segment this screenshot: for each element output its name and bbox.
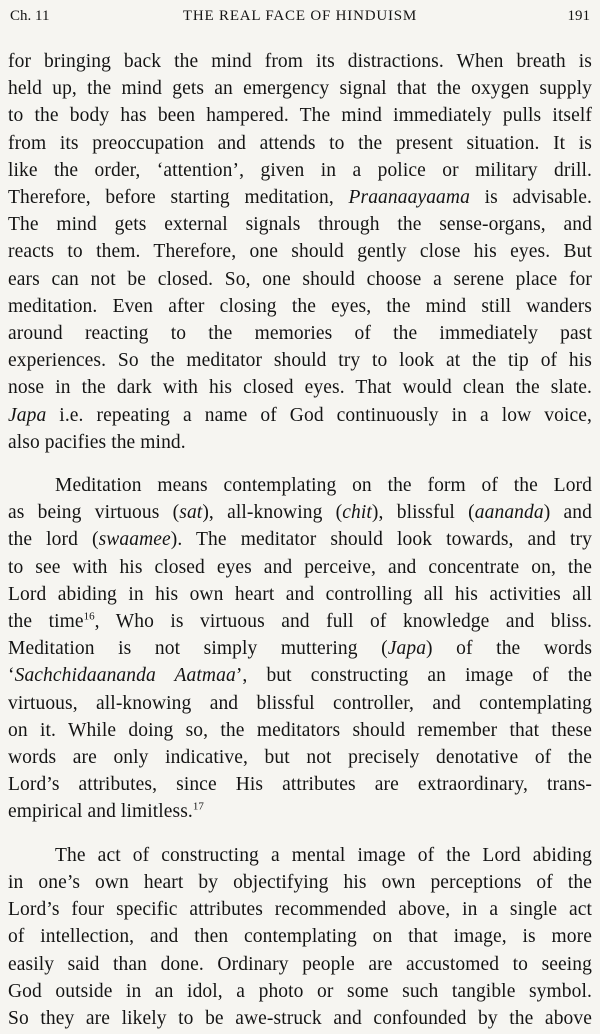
text-line [8, 102, 592, 129]
text-segment: to see with his closed eyes and perceive, and concentrate on, the [8, 556, 592, 578]
text-segment: in one’s own heart by objectifying his own perceptions of the [8, 871, 592, 893]
italic-term: swaamee [98, 529, 171, 551]
text-segment: nose in the dark with his closed eyes. That would clean the slate. [8, 377, 592, 399]
text-line [8, 662, 592, 689]
page-header [8, 8, 592, 25]
text-line [8, 608, 592, 635]
chapter-label: Ch. 11 [10, 8, 50, 24]
page-title: THE REAL FACE OF HINDUISM [182, 8, 418, 24]
text-line [8, 951, 592, 978]
text-segment: Lord’s attributes, since His attributes are extraordinary, trans- [8, 774, 592, 796]
footnote-ref: 16 [83, 610, 95, 623]
text-segment: ), all-knowing ( [202, 502, 343, 524]
text-segment: on it. While doing so, the meditators should remember that these [8, 719, 592, 741]
text-segment: empirical and limitless. [8, 801, 193, 823]
text-segment: God outside in an idol, a photo or some such tangible symbol. [8, 980, 592, 1002]
text-line [8, 374, 592, 401]
paragraph [8, 48, 592, 456]
text-line [8, 402, 592, 429]
text-line [8, 842, 592, 869]
text-segment: easily said than done. Ordinary people are accustomed to seeing [8, 953, 592, 975]
text-line [8, 499, 592, 526]
text-line [8, 690, 592, 717]
text-segment: the time [8, 611, 84, 633]
italic-term: aananda [474, 502, 544, 524]
text-line [8, 429, 592, 456]
italic-term: Japa [8, 404, 47, 426]
italic-term: Sachchidaananda Aatmaa [14, 665, 236, 687]
text-line [8, 798, 592, 825]
text-line [8, 211, 592, 238]
text-segment: around reacting to the memories of the immediately past [8, 323, 592, 345]
text-segment: virtuous, all-knowing and blissful controller, and contemplating [8, 692, 592, 714]
text-line [8, 554, 592, 581]
text-line [8, 526, 592, 553]
text-line [8, 266, 592, 293]
text-segment: from its preoccupation and attends to the present situation. It is [8, 132, 592, 154]
text-segment: also pacifies the mind. [8, 431, 186, 453]
text-segment: for bringing back the mind from its distractions. When breath is [8, 51, 592, 72]
italic-term: chit [342, 502, 372, 524]
text-segment: Therefore, before starting meditation, [8, 187, 349, 209]
page-number: 191 [567, 8, 590, 24]
text-line [8, 869, 592, 896]
text-line [8, 978, 592, 1005]
text-segment: to the body has been hampered. The mind immediately pulls itself [8, 105, 592, 127]
text-segment: held up, the mind gets an emergency signal that the oxygen supply [8, 78, 592, 100]
text-segment: of intellection, and then contemplating on that image, is more [8, 926, 592, 948]
text-line [8, 184, 592, 211]
page-body [8, 48, 592, 1032]
text-segment: Lord’s four specific attributes recommended above, in a single act [8, 899, 592, 921]
text-segment: Meditation means contemplating on the form of the Lord [55, 475, 592, 497]
text-line [8, 744, 592, 771]
text-line [8, 238, 592, 265]
text-segment: like the order, ‘attention’, given in a police or military drill. [8, 159, 592, 181]
text-line [8, 130, 592, 157]
text-segment: Lord abiding in his own heart and controlling all his activities all [8, 583, 592, 605]
text-segment: ), blissful ( [371, 502, 475, 524]
text-line [8, 293, 592, 320]
text-line [8, 347, 592, 374]
text-line [8, 157, 592, 184]
text-segment: The act of constructing a mental image of the Lord abiding [55, 844, 592, 866]
text-segment: experiences. So the meditator should try to look at the tip of his [8, 350, 592, 372]
text-line [8, 472, 592, 499]
text-line [8, 771, 592, 798]
text-line [8, 581, 592, 608]
text-segment: words are only indicative, but not precisely denotative of the [8, 747, 592, 769]
footnote-ref: 17 [192, 800, 204, 813]
text-segment: So they are likely to be awe-struck and confounded by the above [8, 1007, 592, 1029]
text-line [8, 320, 592, 347]
text-segment: Meditation is not simply muttering ( [8, 638, 388, 660]
text-line [8, 48, 592, 75]
text-line [8, 1005, 592, 1032]
text-segment: reacts to them. Therefore, one should gently close his eyes. But [8, 241, 592, 263]
italic-term: Japa [387, 638, 427, 660]
text-line [8, 635, 592, 662]
text-segment: ears can not be closed. So, one should choose a serene place for [8, 268, 592, 290]
text-segment: ) of the words [426, 638, 593, 660]
italic-term: sat [179, 502, 203, 524]
text-segment: the lord ( [8, 529, 99, 551]
text-line [8, 75, 592, 102]
text-segment: ’, but constructing an image of the [235, 665, 592, 687]
text-segment: ). The meditator should look towards, and try [170, 529, 592, 551]
text-segment: is advisable. [469, 187, 593, 209]
italic-term: Praanaayaama [348, 187, 470, 209]
text-segment: meditation. Even after closing the eyes, the mind still wanders [8, 295, 592, 317]
text-segment: , Who is virtuous and full of knowledge and bliss. [94, 611, 593, 633]
text-segment: as being virtuous ( [8, 502, 180, 524]
text-line [8, 896, 592, 923]
text-segment: The mind gets external signals through the sense-organs, and [8, 214, 592, 236]
text-segment: ‘ [8, 665, 15, 687]
text-line [8, 717, 592, 744]
text-segment: ) and [543, 502, 592, 524]
paragraph [8, 472, 592, 826]
text-line [8, 923, 592, 950]
text-segment: i.e. repeating a name of God continuously in a low voice, [46, 404, 592, 426]
paragraph [8, 842, 592, 1032]
